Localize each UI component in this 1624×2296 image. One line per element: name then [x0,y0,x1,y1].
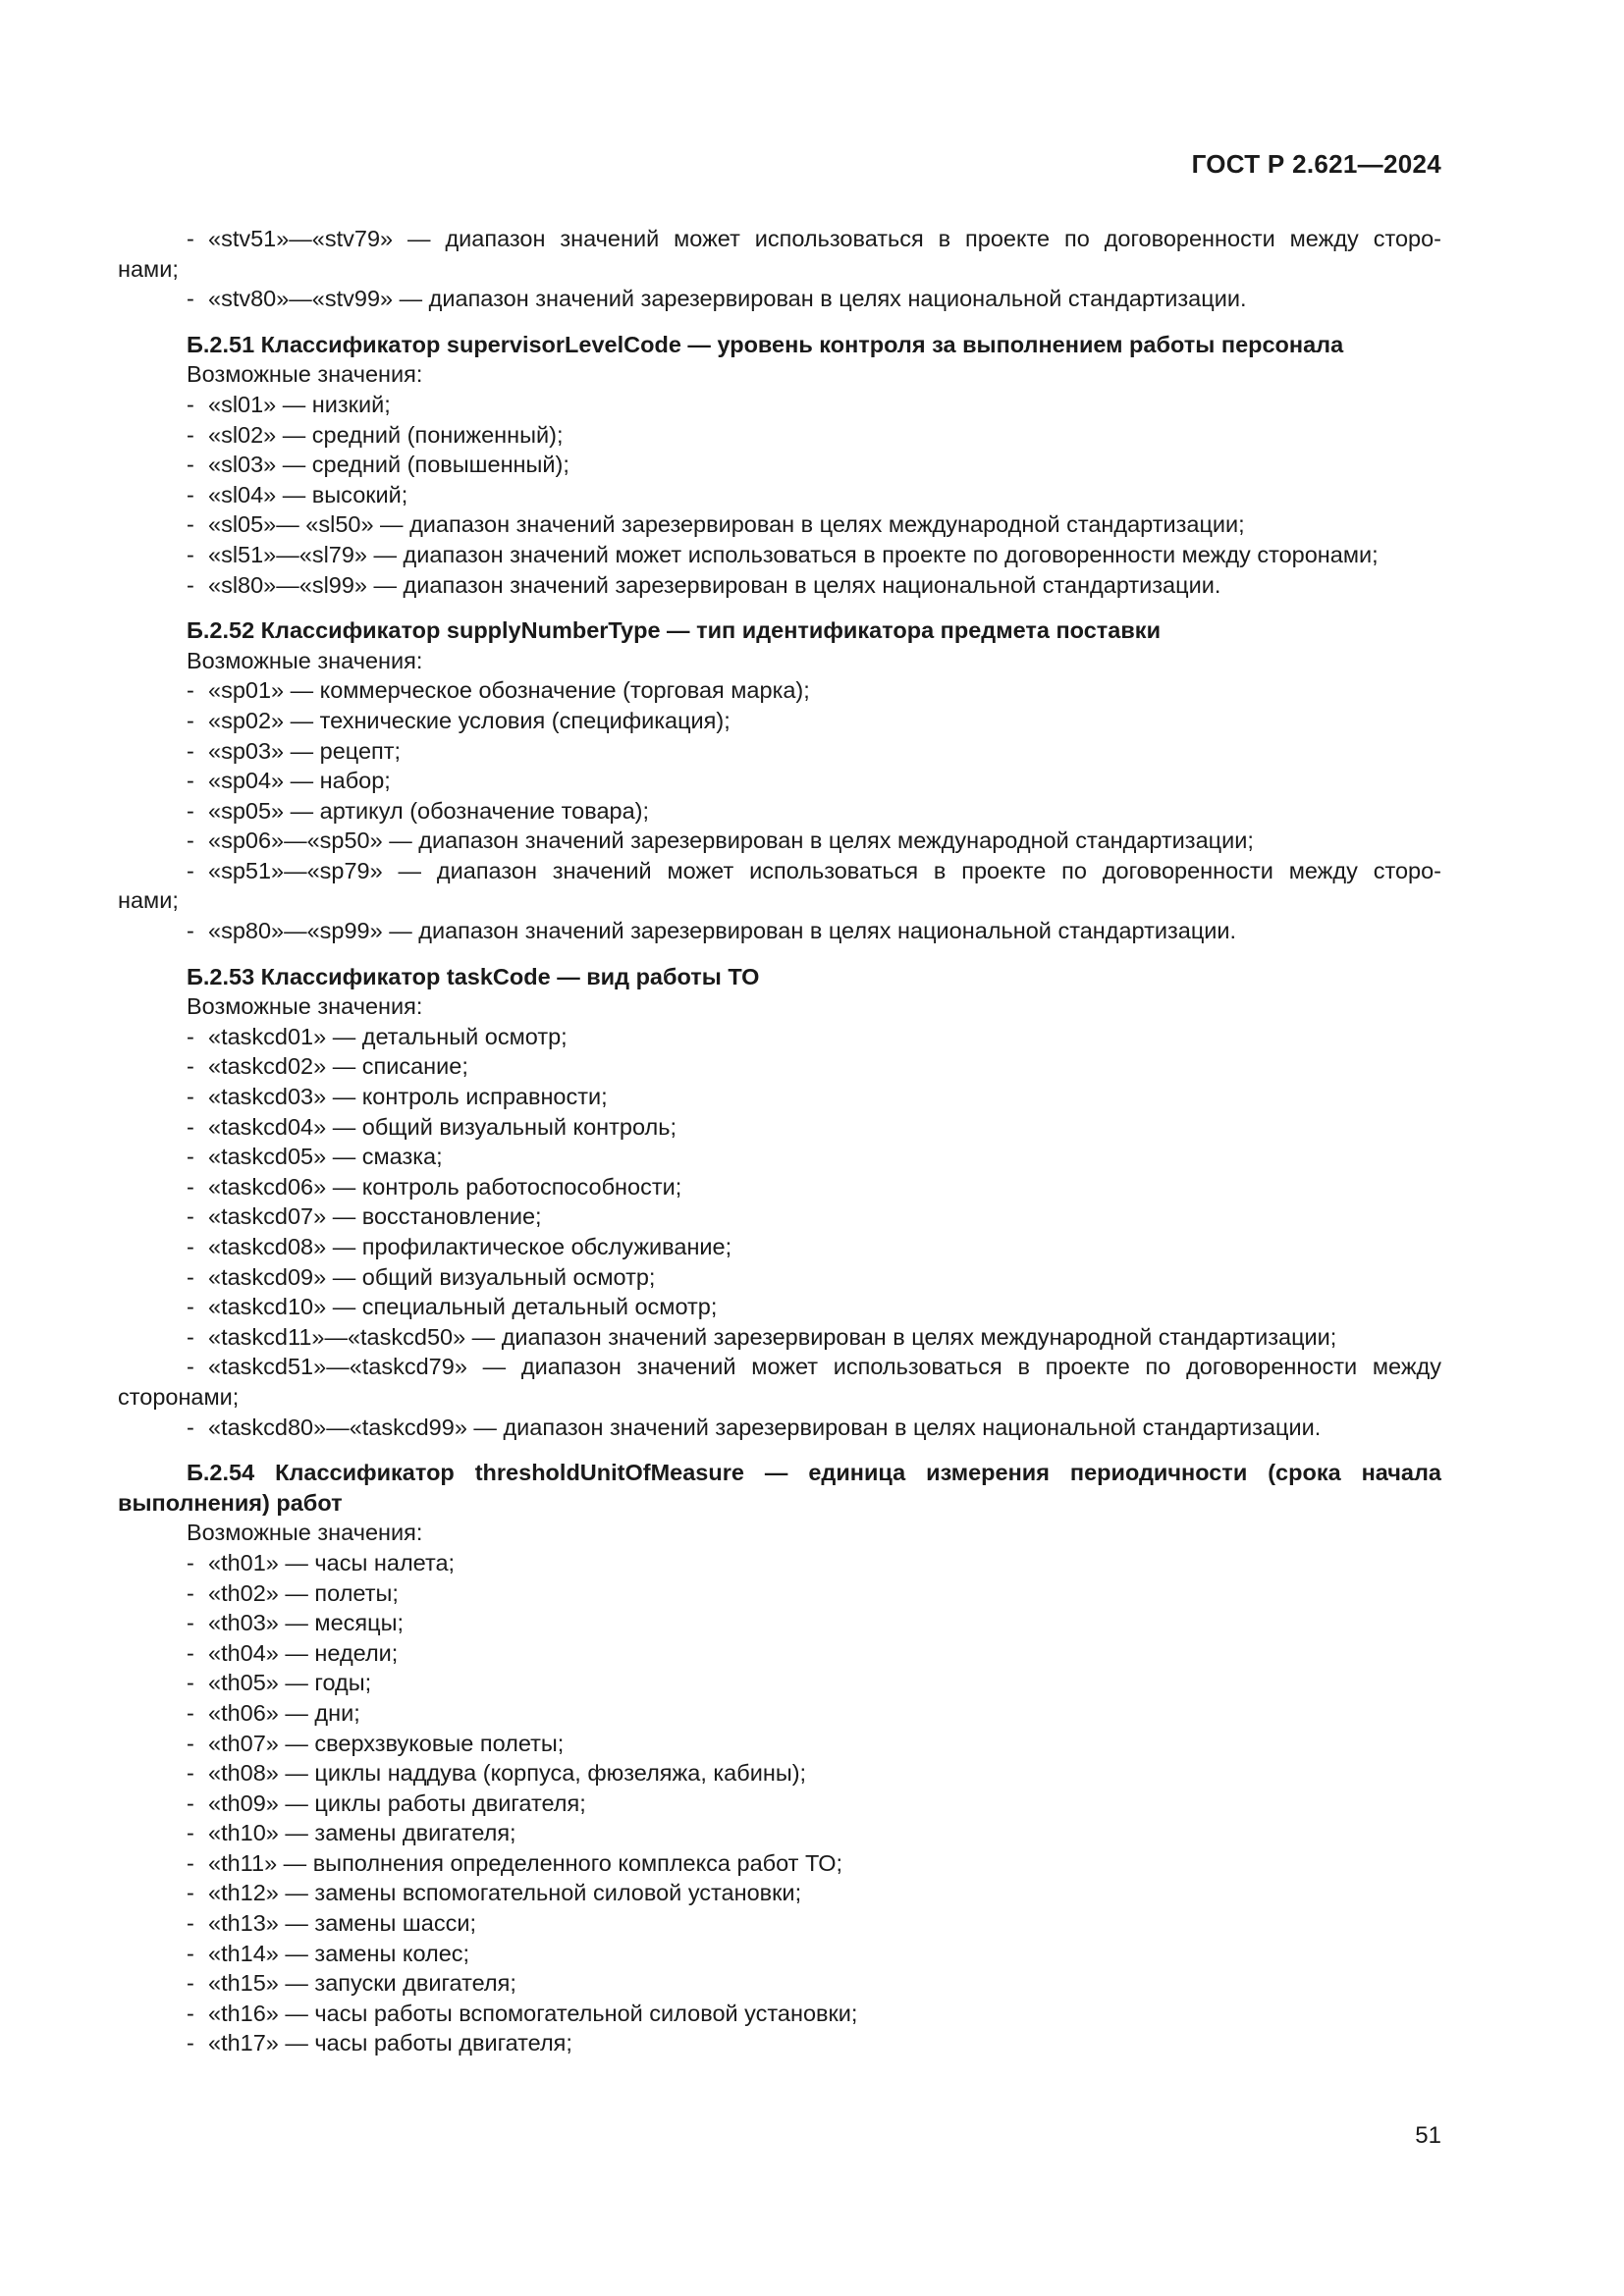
section-heading [118,1458,1441,1518]
list-item: - «th10» — замены двигателя; [187,1820,516,1846]
list-item: - «th17» — часы работы двигателя; [187,2030,572,2056]
list-item: - «sl05»— «sl50» — диапазон значений зарезервирован в целях международной стандартизации; [187,511,1245,538]
list-item: - «sl03» — средний (повышенный); [187,452,569,478]
list-item: - «sl04» — высокий; [187,481,408,507]
list-item: - «taskcd80»—«taskcd99» — диапазон значений зарезервирован в целях национальной стандартизации. [187,1414,1322,1440]
list-item: - «taskcd02» — списание; [187,1053,468,1080]
list-item-continuation: нами; [118,887,179,914]
section-heading: Б.2.51 Классификатор supervisorLevelCode — уровень контроля за выполнением работы персонала [187,331,1344,357]
list-item: - «th14» — замены колес; [187,1940,470,1966]
section-intro: Возможные значения: [187,993,423,1020]
list-item: - «sl01» — низкий; [187,391,391,417]
list-item: - «taskcd07» — восстановление; [187,1203,542,1230]
list-item: - «th02» — полеты; [187,1579,399,1606]
section-b2-51 [118,330,1441,600]
intro-list [118,224,1441,314]
section-heading-line: Б.2.54 Классификатор thresholdUnitOfMeasure — единица измерения периодичности (срока начала [187,1460,1441,1486]
section-intro: Возможные значения: [187,1520,423,1546]
section-heading: Б.2.53 Классификатор taskCode — вид работы ТО [187,963,760,989]
list-item: - «sp51»—«sp79» — диапазон значений может использоваться в проекте по договоренности между сторо- [187,857,1441,883]
list-item: - «th13» — замены шасси; [187,1910,476,1937]
list-item: - «th15» — запуски двигателя; [187,1970,516,1997]
list-item: - «taskcd08» — профилактическое обслуживание; [187,1234,732,1259]
list-item: - «sp05» — артикул (обозначение товара); [187,797,650,824]
list-item: - «sp06»—«sp50» — диапазон значений зарезервирован в целях международной стандартизации; [187,828,1254,854]
list-item: - «th04» — недели; [187,1639,399,1666]
list-item: - «sl80»—«sl99» — диапазон значений зарезервирован в целях национальной стандартизации. [187,571,1221,598]
section-b2-54 [118,1458,1441,2058]
list-item: - «th16» — часы работы вспомогательной силовой установки; [187,2000,858,2026]
list-item: - «sl02» — средний (пониженный); [187,421,564,448]
section-heading: Б.2.52 Классификатор supplyNumberType — тип идентификатора предмета поставки [187,617,1162,644]
list-item: - «th12» — замены вспомогательной силовой установки; [187,1880,802,1906]
list-item: - «th07» — сверхзвуковые полеты; [187,1730,565,1756]
list-item: - «stv80»—«stv99» — диапазон значений зарезервирован в целях национальной стандартизации. [187,286,1247,312]
list-item: - «th01» — часы налета; [187,1549,456,1575]
list-item: - «th03» — месяцы; [187,1610,405,1636]
list-item: - «th09» — циклы работы двигателя; [187,1789,586,1816]
section-b2-53 [118,962,1441,1443]
page-content [118,224,1441,2058]
list-item: - «taskcd03» — контроль исправности; [187,1084,608,1110]
list-item: - «sp04» — набор; [187,768,391,794]
list-item: - «taskcd05» — смазка; [187,1144,443,1170]
list-item: - «taskcd09» — общий визуальный осмотр; [187,1263,656,1290]
list-item: - «sp02» — технические условия (спецификация); [187,707,731,733]
list-item: - «sl51»—«sl79» — диапазон значений может использоваться в проекте по договоренности между сторонами; [187,541,1379,567]
list-item: - «sp80»—«sp99» — диапазон значений зарезервирован в целях национальной стандартизации. [187,918,1237,944]
list-item: - «stv51»—«stv79» — диапазон значений может использоваться в проекте по договоренности между сторо- [187,226,1441,251]
list-item: - «th11» — выполнения определенного комплекса работ ТО; [187,1849,843,1876]
section-heading-continuation: выполнения) работ [118,1489,343,1516]
list-item: - «th06» — дни; [187,1699,360,1726]
list-item: - «taskcd04» — общий визуальный контроль; [187,1113,677,1140]
list-item: - «sp03» — рецепт; [187,737,402,764]
list-item-continuation: сторонами; [118,1383,240,1410]
section-intro: Возможные значения: [187,647,423,673]
list-item: - «taskcd01» — детальный осмотр; [187,1023,568,1049]
list-item: - «th05» — годы; [187,1670,372,1696]
document-id-header: ГОСТ Р 2.621—2024 [1191,149,1441,179]
list-item: - «sp01» — коммерческое обозначение (торговая марка); [187,677,810,704]
list-item: - «taskcd11»—«taskcd50» — диапазон значений зарезервирован в целях международной стандартизации; [187,1323,1337,1350]
section-b2-52 [118,615,1441,946]
list-item: - «taskcd06» — контроль работоспособности; [187,1173,682,1200]
page-number: 51 [1415,2122,1441,2149]
list-item-continuation: нами; [118,255,179,282]
section-intro: Возможные значения: [187,361,423,388]
list-item: - «th08» — циклы наддува (корпуса, фюзеляжа, кабины); [187,1760,807,1787]
list-item: - «taskcd10» — специальный детальный осмотр; [187,1294,718,1320]
list-item: - «taskcd51»—«taskcd79» — диапазон значений может использоваться в проекте по договоренности между [187,1354,1441,1380]
